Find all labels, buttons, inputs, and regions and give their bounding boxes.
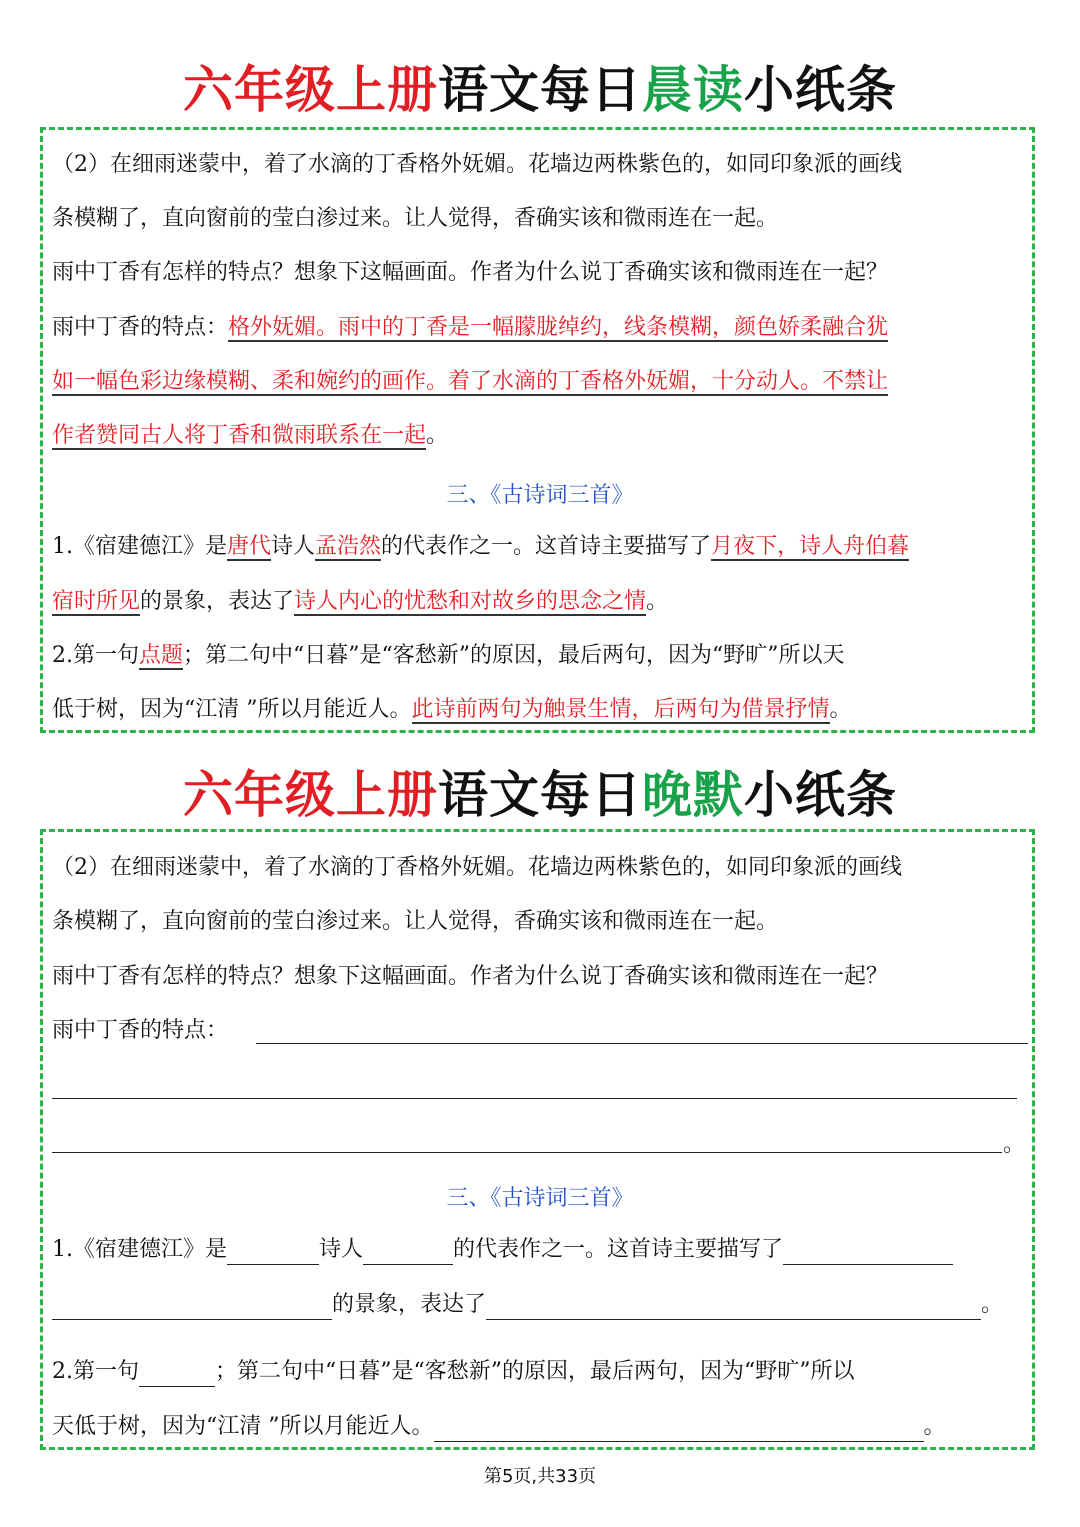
q1-scene-answer: 月夜下，诗人舟伯暮 [711, 534, 910, 559]
poem-q1-line [52, 587, 1032, 617]
q1-text: 诗人 [271, 534, 316, 559]
period: 。 [923, 1414, 946, 1439]
q1-scene-blank[interactable] [52, 1297, 332, 1320]
q2-answer-blank[interactable] [434, 1419, 924, 1442]
q1-text: 的景象，表达了 [332, 1292, 487, 1317]
passage-line: （2）在细雨迷蒙中，着了水滴的丁香格外妩媚。花墙边两株紫色的，如同印象派的画线 [52, 152, 902, 177]
answer-line [52, 421, 1032, 451]
poem-q2-line [52, 641, 1032, 671]
period: 。 [646, 589, 669, 614]
poem-q2-line [52, 695, 1032, 725]
title-subject: 语文每日 [438, 766, 642, 824]
answer-line [52, 367, 1032, 397]
q1-text: 的代表作之一。这首诗主要描写了 [381, 534, 712, 559]
section-heading: 三、《古诗词三首》 [446, 1186, 634, 1211]
q2-text: 低于树，因为“江清 ”所以月能近人。 [52, 697, 412, 722]
poem-q1-line [52, 1290, 1032, 1320]
answer-blank[interactable] [52, 1098, 1017, 1099]
answer-text: 格外妩媚。雨中的丁香是一幅朦胧绰约，线条模糊，颜色娇柔融合犹 [228, 315, 889, 340]
poem-q2-line [52, 1412, 1032, 1442]
period: 。 [829, 697, 852, 722]
q1-poet-answer: 孟浩然 [315, 534, 382, 559]
question-line: 雨中丁香有怎样的特点？想象下这幅画面。作者为什么说丁香确实该和微雨连在一起？ [52, 964, 889, 989]
q2-blank[interactable] [139, 1364, 215, 1387]
q2-text: 2.第一句 [52, 643, 139, 668]
title-grade: 六年级上册 [183, 61, 438, 119]
answer-blank[interactable] [52, 1152, 1002, 1153]
page-number: 第5页,共33页 [483, 1466, 597, 1487]
answer-line [52, 1016, 1032, 1046]
q1-text: 1.《宿建德江》是 [52, 534, 227, 559]
q2-text: 2.第一句 [52, 1359, 139, 1384]
morning-title [0, 60, 1080, 120]
section-heading: 三、《古诗词三首》 [446, 483, 634, 508]
q2-text: 天低于树，因为“江清 ”所以月能近人。 [52, 1414, 434, 1439]
title-note: 小纸条 [744, 766, 897, 824]
title-session: 晚默 [642, 766, 744, 824]
q1-dynasty-blank[interactable] [227, 1242, 319, 1265]
title-subject: 语文每日 [438, 61, 642, 119]
q2-answer: 此诗前两句为触景生情，后两句为借景抒情 [411, 697, 830, 722]
title-session: 晨读 [642, 61, 744, 119]
q1-dynasty-answer: 唐代 [227, 534, 272, 559]
title-note: 小纸条 [744, 61, 897, 119]
question-line: 雨中丁香有怎样的特点？想象下这幅画面。作者为什么说丁香确实该和微雨连在一起？ [52, 260, 889, 285]
period: 。 [426, 423, 449, 448]
q1-text: 1.《宿建德江》是 [52, 1237, 227, 1262]
answer-line [52, 313, 1032, 343]
period: 。 [1003, 1132, 1026, 1157]
passage-line: 条模糊了，直向窗前的莹白渗过来。让人觉得，香确实该和微雨连在一起。 [52, 206, 779, 231]
answer-label: 雨中丁香的特点： [52, 1018, 229, 1043]
answer-label: 雨中丁香的特点： [52, 315, 229, 340]
answer-text: 如一幅色彩边缘模糊、柔和婉约的画作。着了水滴的丁香格外妩媚，十分动人。不禁让 [52, 369, 889, 394]
q1-poet-blank[interactable] [363, 1242, 453, 1265]
q1-emotion-answer: 诗人内心的忧愁和对故乡的思念之情 [294, 589, 647, 614]
q1-scene-blank[interactable] [783, 1242, 953, 1265]
passage-line: （2）在细雨迷蒙中，着了水滴的丁香格外妩媚。花墙边两株紫色的，如同印象派的画线 [52, 855, 902, 880]
passage-line: 条模糊了，直向窗前的莹白渗过来。让人觉得，香确实该和微雨连在一起。 [52, 909, 779, 934]
q1-text: 的代表作之一。这首诗主要描写了 [453, 1237, 784, 1262]
q1-scene-answer: 宿时所见 [52, 589, 141, 614]
poem-q2-line [52, 1357, 1032, 1387]
q2-text: ；第二句中“日暮”是“客愁新”的原因，最后两句，因为“野旷”所以天 [183, 643, 845, 668]
title-grade: 六年级上册 [183, 766, 438, 824]
period: 。 [981, 1292, 1004, 1317]
poem-q1-line [52, 1235, 1032, 1265]
q1-text: 诗人 [319, 1237, 364, 1262]
evening-title [0, 765, 1080, 825]
answer-text: 作者赞同古人将丁香和微雨联系在一起 [52, 423, 427, 448]
poem-q1-line [52, 532, 1032, 562]
q1-text: 的景象，表达了 [140, 589, 295, 614]
q1-emotion-blank[interactable] [486, 1297, 981, 1320]
q2-answer: 点题 [139, 643, 184, 668]
q2-text: ；第二句中“日暮”是“客愁新”的原因，最后两句，因为“野旷”所以 [215, 1359, 855, 1384]
answer-blank[interactable] [256, 1043, 1028, 1044]
